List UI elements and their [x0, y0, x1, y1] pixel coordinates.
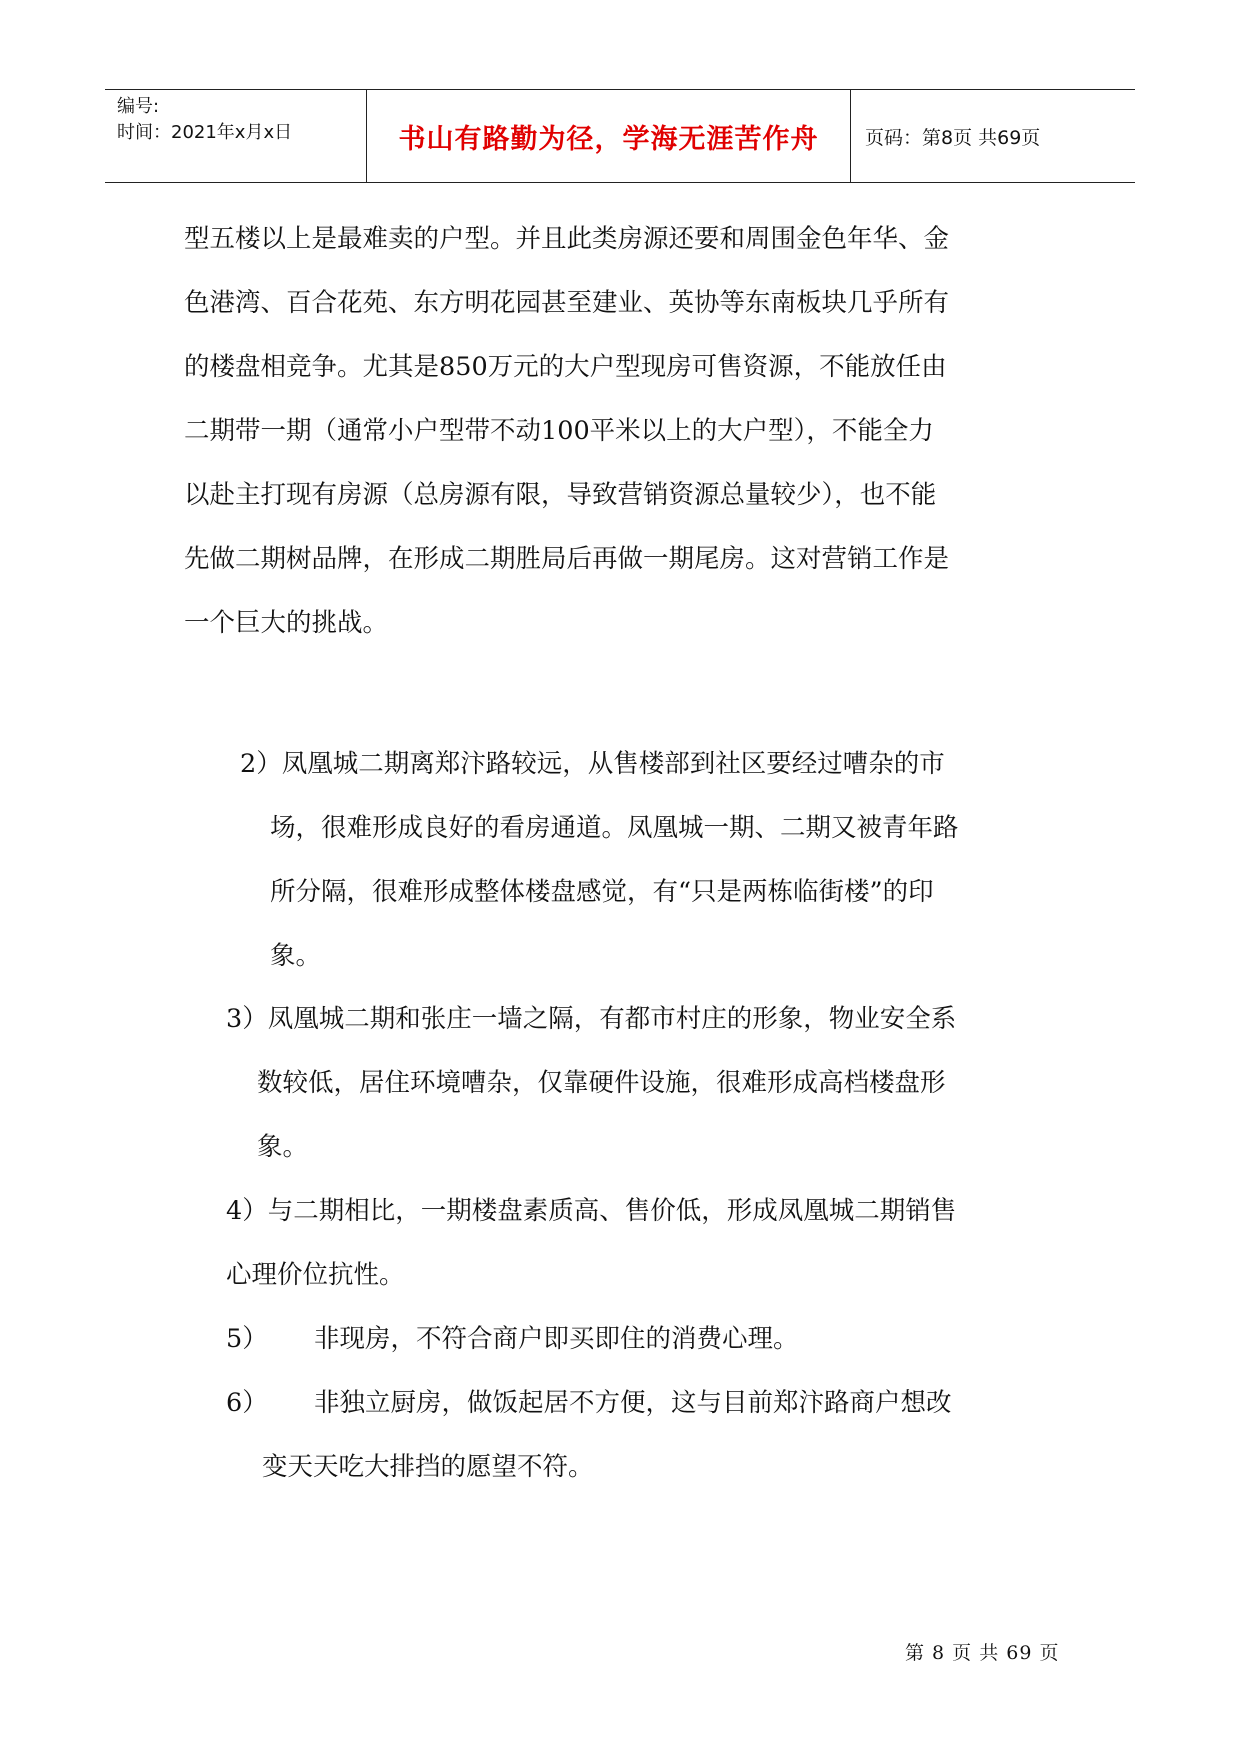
list-item-3-line: 数较低，居住环境嘈杂，仅靠硬件设施，很难形成高档楼盘形 — [257, 1068, 946, 1098]
time-label: 时间：2021年x月x日 — [117, 122, 293, 143]
header-motto: 书山有路勤为径，学海无涯苦作舟 — [398, 123, 819, 155]
list-item-2-line: 所分隔，很难形成整体楼盘感觉，有“只是两栋临街楼”的印 — [270, 877, 934, 907]
list-item-5-text: 非现房，不符合商户即买即住的消费心理。 — [314, 1324, 799, 1354]
paragraph-line: 型五楼以上是最难卖的户型。并且此类房源还要和周围金色年华、金 — [184, 224, 950, 254]
list-item-6-number: 6） — [226, 1388, 268, 1418]
paragraph-line: 先做二期树品牌，在形成二期胜局后再做一期尾房。这对营销工作是 — [184, 544, 950, 574]
paragraph-line: 色港湾、百合花苑、东方明花园甚至建业、英协等东南板块几乎所有 — [184, 288, 950, 318]
list-item-3-line: 象。 — [257, 1132, 309, 1162]
list-item-2-line: 2）凤凰城二期离郑汴路较远，从售楼部到社区要经过嘈杂的市 — [240, 749, 945, 779]
header-page-code: 页码：第8页 共69页 — [865, 126, 1041, 149]
list-item-6-text: 非独立厨房，做饭起居不方便，这与目前郑汴路商户想改 — [314, 1388, 952, 1418]
list-item-2-line: 场，很难形成良好的看房通道。凤凰城一期、二期又被青年路 — [270, 813, 959, 843]
list-item-5-number: 5） — [226, 1324, 268, 1354]
list-item-6-continuation: 变天天吃大排挡的愿望不符。 — [262, 1452, 594, 1482]
paragraph-line: 二期带一期（通常小户型带不动100平米以上的大户型），不能全力 — [184, 416, 934, 446]
list-item-4-line: 心理价位抗性。 — [226, 1260, 405, 1290]
paragraph-line: 以赴主打现有房源（总房源有限，导致营销资源总量较少），也不能 — [184, 480, 937, 510]
list-item-3-line: 3）凤凰城二期和张庄一墙之隔，有都市村庄的形象，物业安全系 — [226, 1004, 957, 1034]
page-footer: 第 8 页 共 69 页 — [905, 1642, 1060, 1664]
paragraph-line: 的楼盘相竞争。尤其是850万元的大户型现房可售资源，不能放任由 — [184, 352, 947, 382]
paragraph-line: 一个巨大的挑战。 — [184, 608, 389, 638]
list-item-4-line: 4）与二期相比，一期楼盘素质高、售价低，形成凤凰城二期销售 — [226, 1196, 957, 1226]
serial-number-label: 编号: — [117, 96, 160, 117]
list-item-2-line: 象。 — [270, 941, 322, 971]
